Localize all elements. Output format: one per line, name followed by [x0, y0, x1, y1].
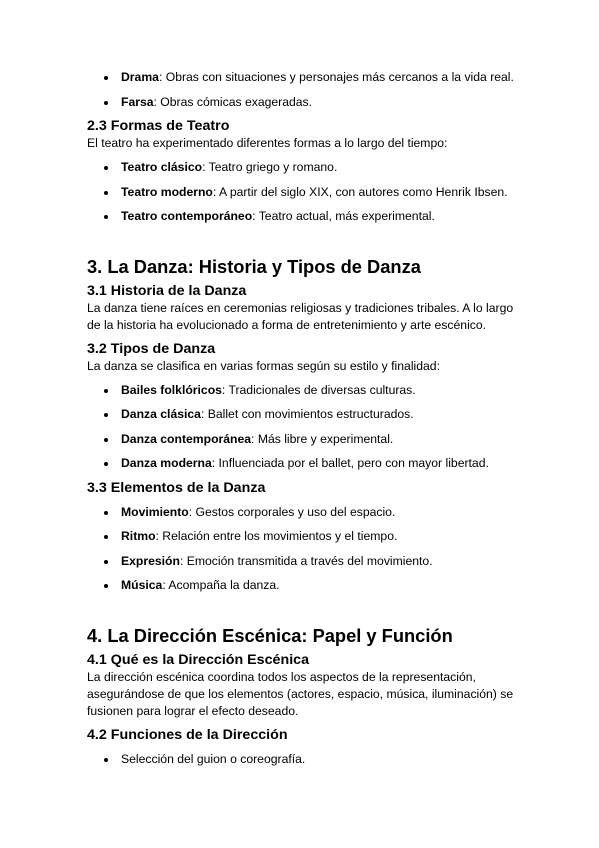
- list-item-term: Teatro clásico: [121, 160, 203, 174]
- list-item-desc: : Obras con situaciones y personajes más cercanos a la vida real.: [158, 70, 514, 84]
- dance-types-list: [87, 382, 527, 473]
- list-item-desc: : Obras cómicas exageradas.: [153, 94, 313, 109]
- bullet-icon: [104, 413, 108, 417]
- section-title-3: 3. La Danza: Historia y Tipos de Danza: [87, 255, 421, 277]
- heading-2-3: 2.3 Formas de Teatro: [87, 118, 230, 134]
- list-item: [87, 431, 527, 448]
- list-item-desc: : Tradicionales de diversas culturas.: [221, 382, 416, 397]
- heading-4-1: 4.1 Qué es la Dirección Escénica: [87, 651, 310, 668]
- list-item: [87, 406, 527, 423]
- list-item-desc: : Relación entre los movimientos y el tiempo.: [155, 529, 398, 543]
- list-item-term: Danza moderna: [121, 456, 212, 470]
- heading-3-3: 3.3 Elementos de la Danza: [87, 479, 266, 496]
- list-item-term: Drama: [121, 70, 159, 84]
- theatre-forms-list: [87, 159, 527, 225]
- list-item-term: Farsa: [121, 94, 154, 109]
- list-item: [87, 577, 527, 594]
- list-item-term: Bailes folklóricos: [121, 382, 222, 397]
- list-item-text: Selección del guion o coreografía.: [121, 751, 306, 766]
- list-item-desc: : Influenciada por el ballet, pero con mayor libertad.: [211, 456, 489, 470]
- list-item: [87, 69, 527, 86]
- bullet-icon: [104, 511, 108, 515]
- list-item-desc: : A partir del siglo XIX, con autores como Henrik Ibsen.: [212, 184, 508, 199]
- list-item-desc: : Ballet con movimientos estructurados.: [200, 407, 414, 421]
- list-item: [87, 94, 527, 111]
- list-item-desc: : Teatro griego y romano.: [202, 160, 338, 174]
- spacer: [87, 720, 527, 727]
- list-item-desc: : Más libre y experimental.: [251, 431, 394, 446]
- list-item-term: Danza contemporánea: [121, 431, 252, 446]
- list-item: [87, 382, 527, 399]
- list-item-term: Expresión: [121, 553, 180, 568]
- heading-3-2: 3.2 Tipos de Danza: [87, 340, 216, 357]
- paragraph-3-2: La danza se clasifica en varias formas según su estilo y finalidad:: [87, 358, 440, 373]
- list-item-term: Ritmo: [121, 529, 156, 543]
- list-item: [87, 751, 527, 768]
- bullet-icon: [104, 758, 108, 762]
- list-item: [87, 184, 527, 201]
- bullet-icon: [104, 560, 108, 564]
- drama-types-list: [87, 69, 527, 111]
- list-item: [87, 159, 527, 176]
- list-item-desc: : Teatro actual, más experimental.: [252, 209, 435, 223]
- heading-4-2: 4.2 Funciones de la Dirección: [87, 726, 288, 743]
- list-item: [87, 528, 527, 545]
- document-content: [87, 68, 527, 775]
- bullet-icon: [104, 438, 108, 442]
- spacer: [87, 375, 527, 382]
- list-item-term: Danza clásica: [121, 407, 201, 421]
- list-item: [87, 455, 527, 472]
- list-item: [87, 553, 527, 570]
- list-item-term: Música: [121, 578, 163, 592]
- list-item-term: Teatro moderno: [121, 184, 213, 199]
- list-item-term: Movimiento: [121, 504, 189, 519]
- section-title-4: 4. La Dirección Escénica: Papel y Función: [87, 624, 453, 646]
- list-item-desc: : Emoción transmitida a través del movimiento.: [179, 553, 433, 568]
- bullet-icon: [104, 166, 108, 170]
- bullet-icon: [104, 584, 108, 588]
- list-item-desc: : Acompaña la danza.: [162, 578, 280, 592]
- paragraph-2-3: El teatro ha experimentado diferentes formas a lo largo del tiempo:: [87, 136, 448, 150]
- spacer: [87, 497, 527, 504]
- bullet-icon: [104, 389, 108, 393]
- spacer: [87, 602, 527, 627]
- dance-elements-list: [87, 504, 527, 595]
- spacer: [87, 233, 527, 258]
- bullet-icon: [104, 535, 108, 539]
- list-item-term: Teatro contemporáneo: [121, 209, 253, 223]
- bullet-icon: [104, 76, 108, 80]
- bullet-icon: [104, 462, 108, 466]
- paragraph-3-1: La danza tiene raíces en ceremonias religiosas y tradiciones tribales. A lo largo de la historia ha evolucionado a forma de entretenimiento y arte escénico.: [87, 300, 514, 332]
- spacer: [87, 334, 527, 341]
- bullet-icon: [104, 215, 108, 219]
- list-item: [87, 208, 527, 225]
- heading-3-1: 3.1 Historia de la Danza: [87, 282, 247, 299]
- paragraph-4-1: La dirección escénica coordina todos los aspectos de la representación, asegurándose de que los elementos (actores, espacio, música, iluminación) se fusionen para lograr el efecto deseado.: [87, 669, 514, 718]
- bullet-icon: [104, 191, 108, 195]
- spacer: [87, 744, 527, 751]
- list-item: [87, 504, 527, 521]
- spacer: [87, 152, 527, 159]
- bullet-icon: [104, 101, 108, 105]
- list-item-desc: : Gestos corporales y uso del espacio.: [188, 504, 396, 519]
- direction-functions-list: [87, 751, 527, 768]
